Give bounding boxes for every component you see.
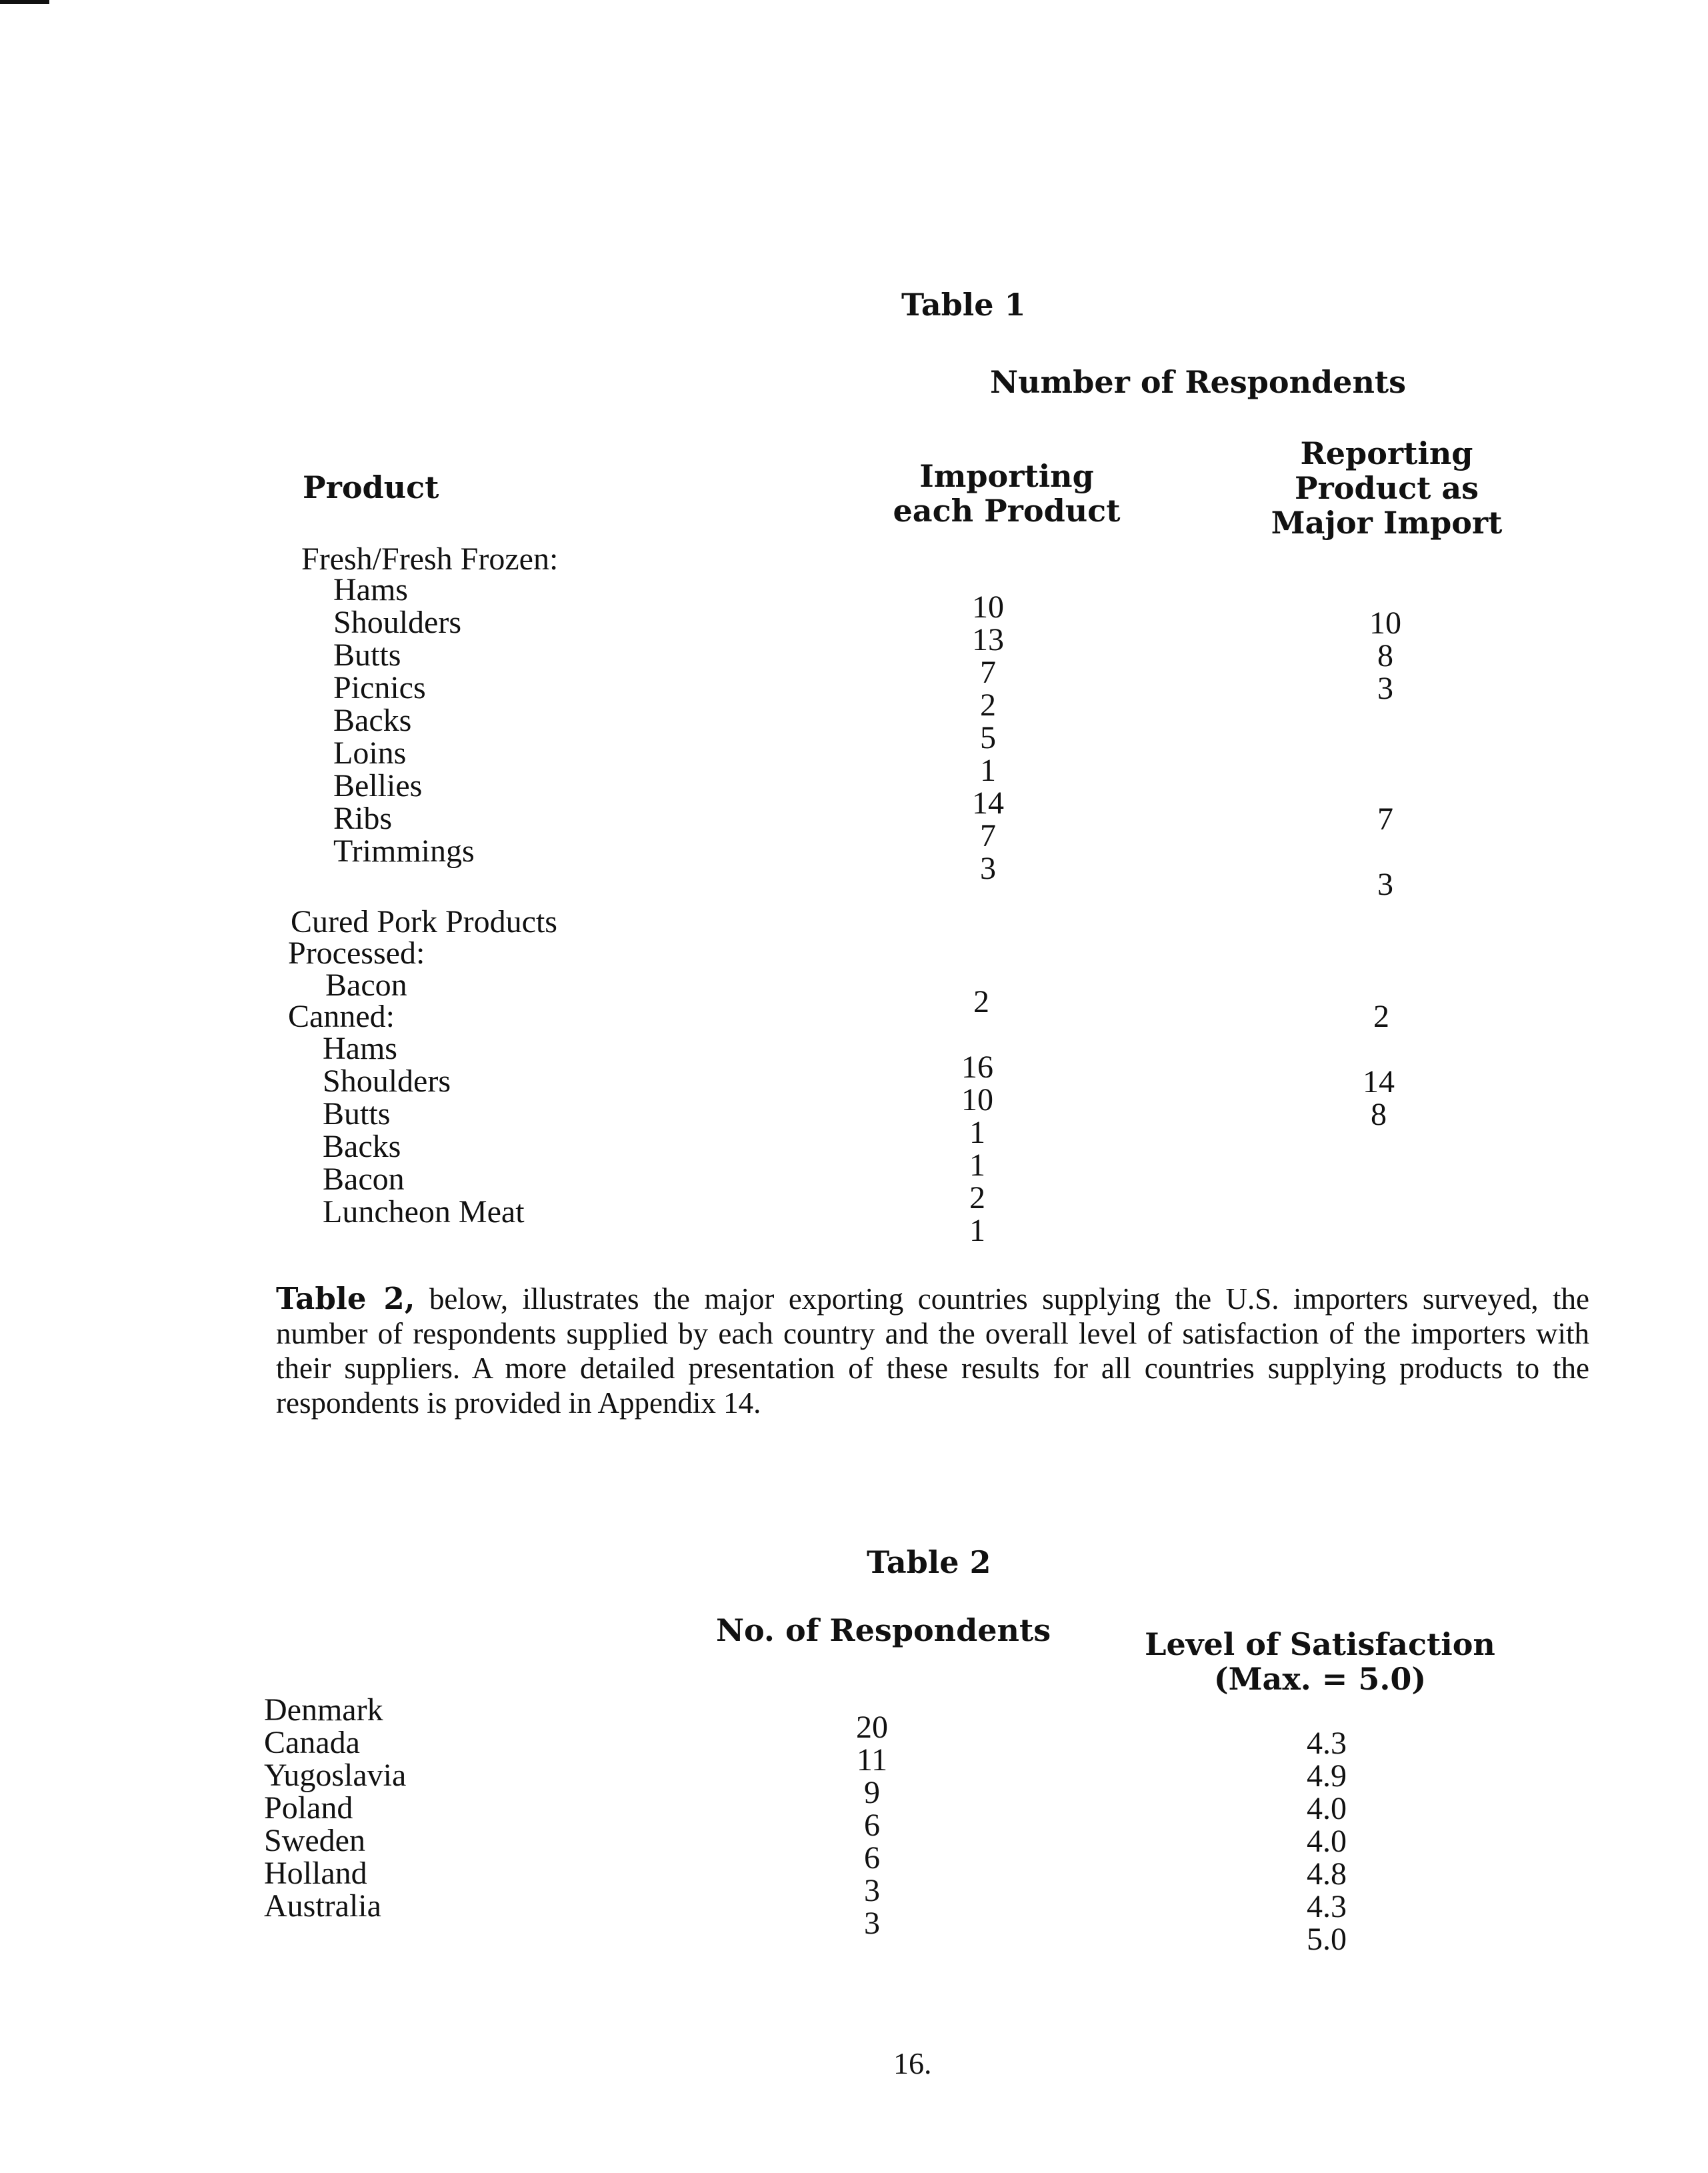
list-item: Bacon [323, 1162, 405, 1197]
table-cell: 7 [980, 818, 996, 853]
table-cell: 16 [961, 1049, 993, 1085]
table-cell: 8 [1377, 638, 1393, 673]
col-reporting-line3: Major Import [1271, 505, 1503, 541]
paragraph-lead: Table 2, [276, 1281, 415, 1316]
table-cell: 13 [972, 622, 1004, 657]
table-cell: 11 [856, 1742, 888, 1778]
table-cell: 5 [980, 720, 996, 755]
table-cell: 10 [972, 589, 1004, 625]
col-importing-line1: Importing [919, 458, 1094, 494]
paragraph-text: below, illustrates the major exporting countries supplying the U.S. importers surveyed, the number of respondents supplied by each country and the overall level of satisfaction of the importers with their suppliers. A more detailed presentation of these results for all countries supplying products to the respondents is provided in Appendix 14. [276, 1282, 1589, 1420]
table-cell: 1 [969, 1148, 985, 1183]
table1-group-header: Number of Respondents [990, 364, 1407, 400]
table-cell: 10 [961, 1082, 993, 1118]
table2-respondents-values [832, 1711, 912, 1940]
table-cell: 3 [1377, 671, 1393, 706]
list-item: Trimmings [333, 833, 475, 869]
list-item: Sweden [264, 1823, 365, 1858]
table-cell: 3 [864, 1873, 880, 1908]
table1-col-importing [887, 459, 1127, 528]
list-item: Butts [323, 1096, 391, 1132]
col-reporting-line1: Reporting [1300, 435, 1473, 471]
canned-items [323, 1032, 525, 1228]
fresh-items [333, 573, 475, 867]
table-cell: 1 [969, 1115, 985, 1150]
table-cell: 2 [980, 687, 996, 723]
body-paragraph [276, 1282, 1589, 1420]
table2-countries [264, 1694, 406, 1922]
canned-importing-values [937, 1051, 1017, 1247]
fresh-header: Fresh/Fresh Frozen: [301, 541, 559, 577]
table-cell: 3 [980, 851, 996, 886]
list-item: Yugoslavia [264, 1758, 407, 1793]
table2-col-respondents: No. of Respondents [716, 1612, 1051, 1648]
table-cell: 7 [1377, 801, 1393, 837]
table1-col-product: Product [303, 469, 439, 505]
list-item: Canada [264, 1725, 360, 1760]
table-cell: 5.0 [1307, 1922, 1347, 1957]
table-cell: 2 [973, 984, 989, 1019]
table-cell: 8 [1371, 1097, 1387, 1132]
table-cell: 10 [1369, 605, 1401, 641]
table-cell: 7 [980, 655, 996, 690]
table-cell: 20 [856, 1710, 888, 1745]
page-number: 16. [893, 2046, 932, 2080]
col-satisfaction-line2: (Max. = 5.0) [1213, 1661, 1427, 1697]
canned-header: Canned: [288, 999, 395, 1034]
list-item: Loins [333, 735, 407, 771]
table-cell: 2 [969, 1180, 985, 1216]
table-cell: 4.8 [1307, 1856, 1347, 1892]
table-cell: 3 [1377, 867, 1393, 902]
table-cell: 4.0 [1307, 1824, 1347, 1859]
table-cell: 4.3 [1307, 1889, 1347, 1924]
fresh-importing-values [948, 591, 1028, 885]
col-satisfaction-line1: Level of Satisfaction [1145, 1626, 1495, 1662]
table2-title: Table 2 [867, 1544, 991, 1580]
col-reporting-line2: Product as [1294, 470, 1479, 506]
list-item: Holland [264, 1856, 367, 1891]
processed-header: Processed: [288, 935, 425, 971]
list-item: Shoulders [323, 1063, 451, 1099]
table-cell: 6 [864, 1840, 880, 1876]
cured-header: Cured Pork Products [291, 904, 557, 939]
list-item: Backs [323, 1129, 401, 1164]
list-item: Picnics [333, 670, 426, 705]
table-cell: 14 [1363, 1064, 1395, 1100]
table-cell: 1 [969, 1213, 985, 1248]
table-cell: 4.3 [1307, 1726, 1347, 1761]
list-item: Australia [264, 1888, 381, 1924]
list-item: Ribs [333, 801, 393, 836]
list-item: Poland [264, 1790, 353, 1826]
list-item: Backs [333, 703, 412, 738]
list-item: Luncheon Meat [323, 1194, 525, 1230]
scan-edge-mark [0, 0, 49, 4]
table-cell: 1 [980, 753, 996, 788]
table-cell: 4.9 [1307, 1758, 1347, 1794]
table-cell: 4.0 [1307, 1791, 1347, 1826]
table-cell: 14 [972, 785, 1004, 821]
list-item: Bacon [325, 967, 407, 1003]
table-cell: 3 [864, 1906, 880, 1941]
table2-col-satisfaction [1133, 1627, 1507, 1696]
list-item: Butts [333, 637, 401, 673]
list-item: Hams [323, 1031, 397, 1066]
table1-col-reporting [1253, 436, 1520, 540]
table-cell: 6 [864, 1808, 880, 1843]
table2-satisfaction-values [1287, 1727, 1367, 1956]
list-item: Hams [333, 572, 408, 607]
list-item: Shoulders [333, 605, 461, 640]
list-item: Denmark [264, 1692, 383, 1728]
table-cell: 2 [1373, 999, 1389, 1034]
table-cell: 9 [864, 1775, 880, 1810]
col-importing-line2: each Product [893, 493, 1121, 529]
table1-title: Table 1 [901, 287, 1026, 323]
list-item: Bellies [333, 768, 423, 803]
